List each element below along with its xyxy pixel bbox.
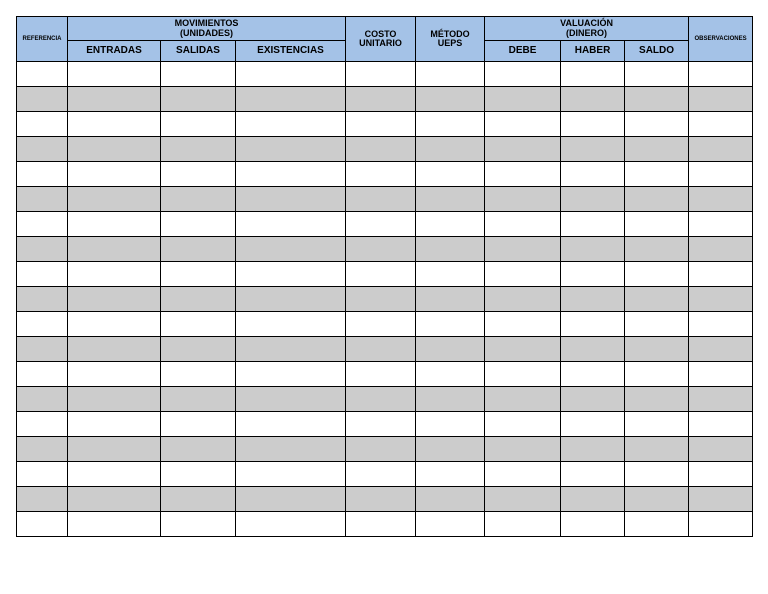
- header-saldo: SALDO: [625, 41, 689, 62]
- cell-observaciones[interactable]: [689, 87, 753, 112]
- cell-saldo[interactable]: [625, 212, 689, 237]
- header-salidas: SALIDAS: [161, 41, 236, 62]
- cell-haber[interactable]: [561, 112, 625, 137]
- cell-costo-unitario[interactable]: [346, 112, 416, 137]
- cell-haber[interactable]: [561, 237, 625, 262]
- cell-costo-unitario[interactable]: [346, 262, 416, 287]
- cell-saldo[interactable]: [625, 337, 689, 362]
- header-metodo-line1: MÉTODO: [430, 28, 470, 39]
- cell-existencias[interactable]: [236, 337, 346, 362]
- cell-costo-unitario[interactable]: [346, 437, 416, 462]
- cell-haber[interactable]: [561, 487, 625, 512]
- cell-haber[interactable]: [561, 312, 625, 337]
- cell-debe[interactable]: [485, 462, 561, 487]
- cell-metodo-ueps[interactable]: [416, 337, 485, 362]
- cell-referencia[interactable]: [17, 237, 68, 262]
- cell-metodo-ueps[interactable]: [416, 162, 485, 187]
- cell-referencia[interactable]: [17, 412, 68, 437]
- cell-observaciones[interactable]: [689, 187, 753, 212]
- cell-observaciones[interactable]: [689, 512, 753, 537]
- cell-salidas[interactable]: [161, 312, 236, 337]
- cell-referencia[interactable]: [17, 87, 68, 112]
- cell-saldo[interactable]: [625, 262, 689, 287]
- cell-existencias[interactable]: [236, 237, 346, 262]
- cell-haber[interactable]: [561, 187, 625, 212]
- table-row: [17, 312, 753, 337]
- table-row: [17, 487, 753, 512]
- cell-costo-unitario[interactable]: [346, 137, 416, 162]
- cell-existencias[interactable]: [236, 462, 346, 487]
- table-row: [17, 112, 753, 137]
- cell-entradas[interactable]: [68, 62, 161, 87]
- cell-metodo-ueps[interactable]: [416, 512, 485, 537]
- cell-debe[interactable]: [485, 487, 561, 512]
- cell-entradas[interactable]: [68, 87, 161, 112]
- cell-entradas[interactable]: [68, 387, 161, 412]
- cell-referencia[interactable]: [17, 312, 68, 337]
- table-row: [17, 412, 753, 437]
- header-referencia: REFERENCIA: [17, 17, 68, 62]
- cell-observaciones[interactable]: [689, 212, 753, 237]
- cell-entradas[interactable]: [68, 487, 161, 512]
- cell-observaciones[interactable]: [689, 362, 753, 387]
- cell-debe[interactable]: [485, 112, 561, 137]
- cell-existencias[interactable]: [236, 137, 346, 162]
- cell-costo-unitario[interactable]: [346, 387, 416, 412]
- cell-debe[interactable]: [485, 212, 561, 237]
- cell-saldo[interactable]: [625, 312, 689, 337]
- cell-existencias[interactable]: [236, 287, 346, 312]
- cell-salidas[interactable]: [161, 412, 236, 437]
- cell-observaciones[interactable]: [689, 262, 753, 287]
- cell-haber[interactable]: [561, 87, 625, 112]
- table-row: [17, 287, 753, 312]
- cell-observaciones[interactable]: [689, 287, 753, 312]
- table-row: [17, 87, 753, 112]
- cell-entradas[interactable]: [68, 162, 161, 187]
- cell-costo-unitario[interactable]: [346, 162, 416, 187]
- table-row: [17, 437, 753, 462]
- header-movimientos: [68, 17, 346, 41]
- cell-haber[interactable]: [561, 287, 625, 312]
- cell-existencias[interactable]: [236, 512, 346, 537]
- cell-costo-unitario[interactable]: [346, 462, 416, 487]
- cell-entradas[interactable]: [68, 112, 161, 137]
- cell-salidas[interactable]: [161, 137, 236, 162]
- cell-costo-unitario[interactable]: [346, 287, 416, 312]
- cell-observaciones[interactable]: [689, 462, 753, 487]
- header-movimientos-line1: MOVIMIENTOS: [174, 18, 239, 29]
- cell-salidas[interactable]: [161, 162, 236, 187]
- cell-saldo[interactable]: [625, 237, 689, 262]
- cell-saldo[interactable]: [625, 387, 689, 412]
- cell-existencias[interactable]: [236, 62, 346, 87]
- cell-metodo-ueps[interactable]: [416, 412, 485, 437]
- cell-saldo[interactable]: [625, 412, 689, 437]
- table-row: [17, 62, 753, 87]
- header-entradas: ENTRADAS: [68, 41, 161, 62]
- inventory-card-table: [16, 16, 753, 537]
- cell-haber[interactable]: [561, 62, 625, 87]
- cell-saldo[interactable]: [625, 512, 689, 537]
- cell-metodo-ueps[interactable]: [416, 362, 485, 387]
- cell-salidas[interactable]: [161, 337, 236, 362]
- table-row: [17, 212, 753, 237]
- cell-costo-unitario[interactable]: [346, 187, 416, 212]
- cell-debe[interactable]: [485, 437, 561, 462]
- cell-existencias[interactable]: [236, 437, 346, 462]
- header-movimientos-line2: (UNIDADES): [180, 27, 233, 38]
- table-row: [17, 387, 753, 412]
- cell-salidas[interactable]: [161, 362, 236, 387]
- cell-costo-unitario[interactable]: [346, 487, 416, 512]
- cell-costo-unitario[interactable]: [346, 212, 416, 237]
- cell-entradas[interactable]: [68, 412, 161, 437]
- cell-observaciones[interactable]: [689, 337, 753, 362]
- header-valuacion-line1: VALUACIÓN: [560, 18, 613, 29]
- cell-debe[interactable]: [485, 262, 561, 287]
- cell-debe[interactable]: [485, 87, 561, 112]
- header-costo-line1: COSTO: [364, 28, 397, 39]
- cell-existencias[interactable]: [236, 212, 346, 237]
- cell-saldo[interactable]: [625, 87, 689, 112]
- cell-salidas[interactable]: [161, 237, 236, 262]
- cell-existencias[interactable]: [236, 362, 346, 387]
- cell-metodo-ueps[interactable]: [416, 262, 485, 287]
- header-haber: HABER: [561, 41, 625, 62]
- cell-salidas[interactable]: [161, 512, 236, 537]
- cell-existencias[interactable]: [236, 262, 346, 287]
- cell-referencia[interactable]: [17, 287, 68, 312]
- cell-referencia[interactable]: [17, 62, 68, 87]
- cell-costo-unitario[interactable]: [346, 312, 416, 337]
- header-metodo-ueps: [416, 17, 485, 62]
- cell-haber[interactable]: [561, 137, 625, 162]
- header-valuacion: [485, 17, 689, 41]
- cell-salidas[interactable]: [161, 262, 236, 287]
- header-costo-unitario: [346, 17, 416, 62]
- cell-entradas[interactable]: [68, 462, 161, 487]
- cell-haber[interactable]: [561, 462, 625, 487]
- cell-observaciones[interactable]: [689, 237, 753, 262]
- cell-costo-unitario[interactable]: [346, 62, 416, 87]
- cell-existencias[interactable]: [236, 312, 346, 337]
- cell-haber[interactable]: [561, 387, 625, 412]
- cell-entradas[interactable]: [68, 212, 161, 237]
- cell-observaciones[interactable]: [689, 112, 753, 137]
- cell-referencia[interactable]: [17, 162, 68, 187]
- table-row: [17, 362, 753, 387]
- cell-debe[interactable]: [485, 287, 561, 312]
- table-body: [17, 62, 753, 537]
- cell-saldo[interactable]: [625, 162, 689, 187]
- cell-debe[interactable]: [485, 312, 561, 337]
- cell-observaciones[interactable]: [689, 487, 753, 512]
- cell-referencia[interactable]: [17, 512, 68, 537]
- cell-metodo-ueps[interactable]: [416, 137, 485, 162]
- cell-haber[interactable]: [561, 212, 625, 237]
- cell-debe[interactable]: [485, 237, 561, 262]
- cell-metodo-ueps[interactable]: [416, 87, 485, 112]
- cell-salidas[interactable]: [161, 387, 236, 412]
- cell-metodo-ueps[interactable]: [416, 312, 485, 337]
- cell-salidas[interactable]: [161, 487, 236, 512]
- cell-existencias[interactable]: [236, 412, 346, 437]
- cell-salidas[interactable]: [161, 462, 236, 487]
- table-row: [17, 462, 753, 487]
- cell-referencia[interactable]: [17, 337, 68, 362]
- cell-debe[interactable]: [485, 387, 561, 412]
- cell-existencias[interactable]: [236, 487, 346, 512]
- cell-debe[interactable]: [485, 337, 561, 362]
- cell-entradas[interactable]: [68, 187, 161, 212]
- cell-haber[interactable]: [561, 412, 625, 437]
- cell-referencia[interactable]: [17, 362, 68, 387]
- cell-salidas[interactable]: [161, 212, 236, 237]
- cell-metodo-ueps[interactable]: [416, 112, 485, 137]
- cell-costo-unitario[interactable]: [346, 87, 416, 112]
- cell-costo-unitario[interactable]: [346, 512, 416, 537]
- cell-metodo-ueps[interactable]: [416, 462, 485, 487]
- header-existencias: EXISTENCIAS: [236, 41, 346, 62]
- cell-referencia[interactable]: [17, 462, 68, 487]
- cell-debe[interactable]: [485, 187, 561, 212]
- cell-metodo-ueps[interactable]: [416, 237, 485, 262]
- cell-costo-unitario[interactable]: [346, 237, 416, 262]
- cell-observaciones[interactable]: [689, 62, 753, 87]
- table-row: [17, 337, 753, 362]
- cell-observaciones[interactable]: [689, 312, 753, 337]
- cell-saldo[interactable]: [625, 487, 689, 512]
- cell-debe[interactable]: [485, 162, 561, 187]
- table-row: [17, 237, 753, 262]
- cell-existencias[interactable]: [236, 387, 346, 412]
- table-row: [17, 262, 753, 287]
- table-row: [17, 512, 753, 537]
- cell-existencias[interactable]: [236, 187, 346, 212]
- cell-referencia[interactable]: [17, 137, 68, 162]
- header-observaciones: OBSERVACIONES: [689, 17, 753, 62]
- cell-entradas[interactable]: [68, 362, 161, 387]
- cell-entradas[interactable]: [68, 262, 161, 287]
- cell-haber[interactable]: [561, 437, 625, 462]
- cell-observaciones[interactable]: [689, 137, 753, 162]
- cell-referencia[interactable]: [17, 387, 68, 412]
- cell-entradas[interactable]: [68, 312, 161, 337]
- cell-costo-unitario[interactable]: [346, 412, 416, 437]
- cell-existencias[interactable]: [236, 87, 346, 112]
- cell-haber[interactable]: [561, 362, 625, 387]
- cell-entradas[interactable]: [68, 137, 161, 162]
- cell-referencia[interactable]: [17, 112, 68, 137]
- cell-saldo[interactable]: [625, 362, 689, 387]
- cell-referencia[interactable]: [17, 212, 68, 237]
- cell-saldo[interactable]: [625, 187, 689, 212]
- header-costo-line2: UNITARIO: [359, 38, 402, 48]
- cell-saldo[interactable]: [625, 62, 689, 87]
- cell-haber[interactable]: [561, 162, 625, 187]
- table-row: [17, 162, 753, 187]
- cell-metodo-ueps[interactable]: [416, 387, 485, 412]
- cell-saldo[interactable]: [625, 112, 689, 137]
- cell-referencia[interactable]: [17, 187, 68, 212]
- cell-metodo-ueps[interactable]: [416, 287, 485, 312]
- cell-entradas[interactable]: [68, 237, 161, 262]
- cell-metodo-ueps[interactable]: [416, 487, 485, 512]
- cell-salidas[interactable]: [161, 112, 236, 137]
- cell-debe[interactable]: [485, 412, 561, 437]
- cell-haber[interactable]: [561, 512, 625, 537]
- cell-salidas[interactable]: [161, 62, 236, 87]
- cell-debe[interactable]: [485, 137, 561, 162]
- cell-saldo[interactable]: [625, 287, 689, 312]
- cell-existencias[interactable]: [236, 112, 346, 137]
- cell-debe[interactable]: [485, 62, 561, 87]
- cell-costo-unitario[interactable]: [346, 337, 416, 362]
- cell-observaciones[interactable]: [689, 387, 753, 412]
- cell-metodo-ueps[interactable]: [416, 62, 485, 87]
- cell-debe[interactable]: [485, 362, 561, 387]
- cell-existencias[interactable]: [236, 162, 346, 187]
- cell-saldo[interactable]: [625, 437, 689, 462]
- table-row: [17, 137, 753, 162]
- cell-metodo-ueps[interactable]: [416, 187, 485, 212]
- cell-entradas[interactable]: [68, 337, 161, 362]
- cell-salidas[interactable]: [161, 187, 236, 212]
- cell-haber[interactable]: [561, 262, 625, 287]
- header-debe: DEBE: [485, 41, 561, 62]
- cell-haber[interactable]: [561, 337, 625, 362]
- cell-salidas[interactable]: [161, 87, 236, 112]
- cell-salidas[interactable]: [161, 437, 236, 462]
- cell-metodo-ueps[interactable]: [416, 437, 485, 462]
- table-row: [17, 187, 753, 212]
- cell-saldo[interactable]: [625, 462, 689, 487]
- cell-entradas[interactable]: [68, 437, 161, 462]
- cell-referencia[interactable]: [17, 437, 68, 462]
- header-valuacion-line2: (DINERO): [566, 27, 608, 38]
- cell-observaciones[interactable]: [689, 437, 753, 462]
- cell-observaciones[interactable]: [689, 162, 753, 187]
- cell-referencia[interactable]: [17, 487, 68, 512]
- cell-salidas[interactable]: [161, 287, 236, 312]
- cell-entradas[interactable]: [68, 287, 161, 312]
- cell-metodo-ueps[interactable]: [416, 212, 485, 237]
- header-metodo-line2: UEPS: [437, 38, 463, 48]
- cell-debe[interactable]: [485, 512, 561, 537]
- cell-observaciones[interactable]: [689, 412, 753, 437]
- cell-referencia[interactable]: [17, 262, 68, 287]
- cell-saldo[interactable]: [625, 137, 689, 162]
- cell-costo-unitario[interactable]: [346, 362, 416, 387]
- cell-entradas[interactable]: [68, 512, 161, 537]
